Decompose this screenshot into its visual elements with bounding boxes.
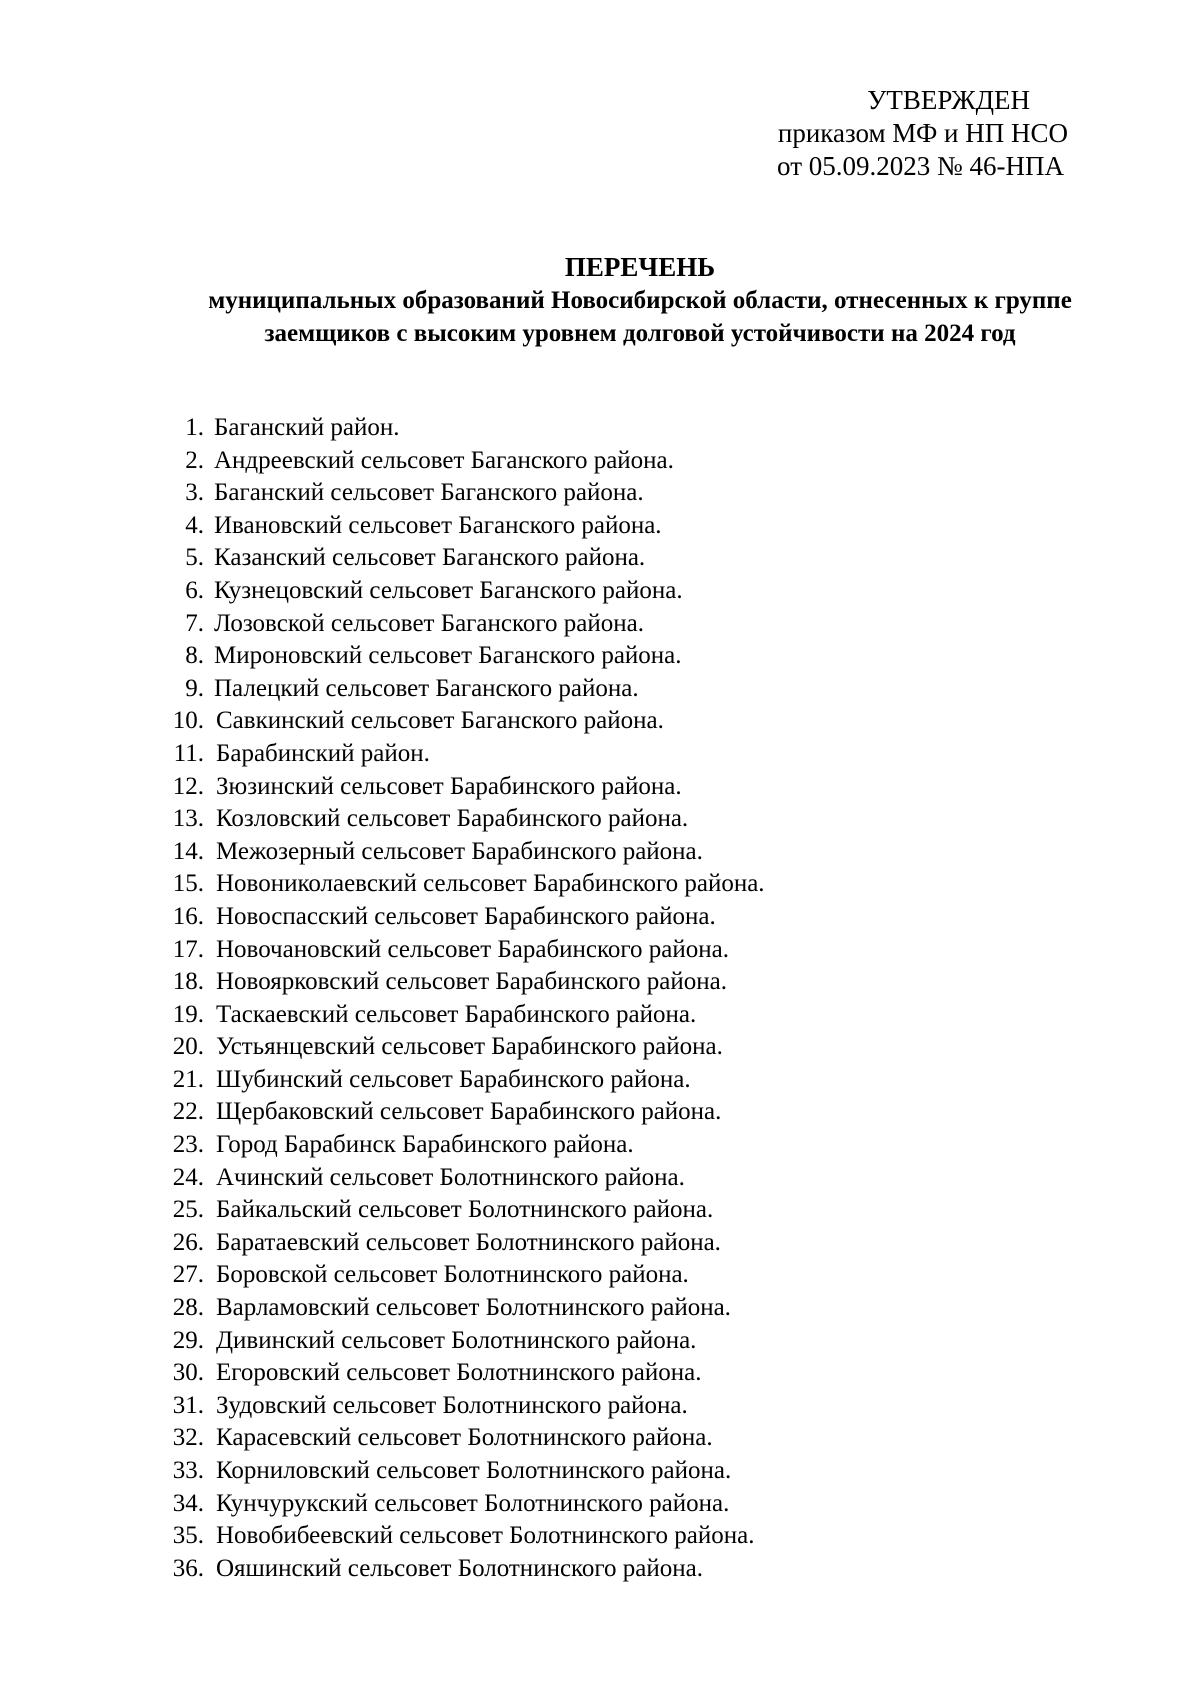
- list-item: [168, 1227, 1128, 1260]
- list-item-text: Новоярковский сельсовет Барабинского района.: [216, 968, 727, 996]
- list-item: [168, 1553, 1128, 1586]
- list-item-text: Зудовский сельсовет Болотнинского района.: [216, 1391, 688, 1419]
- list-item: [168, 771, 1128, 804]
- list-item-number: 24.: [172, 1163, 204, 1191]
- list-item: [168, 1096, 1128, 1129]
- list-item-text: Новониколаевский сельсовет Барабинского района.: [216, 870, 765, 898]
- list-item-number: 16.: [172, 902, 204, 930]
- list-item-text: Барабинский район.: [216, 739, 430, 767]
- list-item-text: Варламовский сельсовет Болотнинского района.: [216, 1294, 731, 1322]
- list-item-text: Таскаевский сельсовет Барабинского района.: [216, 1000, 697, 1028]
- list-item-text: Щербаковский сельсовет Барабинского района.: [216, 1098, 722, 1126]
- list-item-number: 7.: [185, 609, 204, 637]
- list-item-text: Кузнецовский сельсовет Баганского района.: [214, 576, 683, 604]
- list-item-text: Кунчурукский сельсовет Болотнинского района.: [216, 1489, 730, 1517]
- list-item: [168, 803, 1128, 836]
- list-item-number: 36.: [172, 1554, 204, 1582]
- list-item: [168, 705, 1128, 738]
- list-item: [168, 1031, 1128, 1064]
- approval-date-line: от 05.09.2023 № 46-НПА: [777, 151, 1064, 181]
- list-item: [168, 1325, 1128, 1358]
- list-item: [168, 738, 1128, 771]
- list-item-text: Корниловский сельсовет Болотнинского района.: [216, 1457, 732, 1484]
- list-item-text: Козловский сельсовет Барабинского района.: [216, 805, 689, 833]
- list-item-number: 10.: [172, 707, 204, 735]
- list-item-text: Палецкий сельсовет Баганского района.: [214, 674, 639, 702]
- approval-heading: УТВЕРЖДЕН: [867, 85, 1030, 115]
- list-item-number: 5.: [185, 544, 204, 572]
- list-item-number: 12.: [172, 772, 204, 800]
- list-item-number: 2.: [185, 446, 204, 474]
- list-item-text: Новобибеевский сельсовет Болотнинского района.: [216, 1522, 755, 1550]
- list-item: [168, 868, 1128, 901]
- list-item: [168, 901, 1128, 934]
- list-item-number: 20.: [172, 1033, 204, 1061]
- approval-order-line: приказом МФ и НП НСО: [777, 118, 1068, 148]
- list-item: [168, 477, 1128, 510]
- list-item: [168, 445, 1128, 478]
- list-item-text: Город Барабинск Барабинского района.: [216, 1131, 634, 1159]
- list-item: [168, 1194, 1128, 1227]
- list-item: [168, 1064, 1128, 1097]
- list-item: [168, 999, 1128, 1032]
- list-item-number: 8.: [185, 642, 204, 670]
- list-item-text: Казанский сельсовет Баганского района.: [214, 544, 646, 572]
- list-item-number: 13.: [172, 805, 204, 833]
- list-item: [168, 1259, 1128, 1292]
- list-item-text: Баганский район.: [214, 414, 400, 441]
- list-item-text: Устьянцевский сельсовет Барабинского района.: [216, 1033, 723, 1061]
- list-item-number: 17.: [172, 935, 204, 963]
- list-item-text: Ивановский сельсовет Баганского района.: [214, 511, 662, 539]
- list-item-number: 32.: [172, 1424, 204, 1452]
- list-item-text: Баганский сельсовет Баганского района.: [214, 479, 644, 507]
- list-item: [168, 966, 1128, 999]
- list-item: [168, 1129, 1128, 1162]
- document-title-block: [140, 250, 1140, 350]
- list-item: [168, 510, 1128, 543]
- list-item: [168, 1520, 1128, 1553]
- list-item: [168, 542, 1128, 575]
- list-item-number: 14.: [172, 837, 204, 865]
- list-item: [168, 575, 1128, 608]
- list-item-number: 1.: [185, 414, 204, 441]
- list-item-number: 29.: [172, 1326, 204, 1354]
- list-item-number: 22.: [172, 1098, 204, 1126]
- document-subtitle-line-2: заемщиков с высоким уровнем долговой устойчивости на 2024 год: [264, 320, 1016, 347]
- approval-stamp-block: [648, 84, 1068, 183]
- list-item-number: 6.: [185, 576, 204, 604]
- list-item-text: Шубинский сельсовет Барабинского района.: [216, 1065, 691, 1093]
- document-title: ПЕРЕЧЕНЬ: [564, 252, 716, 282]
- list-item-text: Межозерный сельсовет Барабинского района.: [216, 837, 703, 865]
- list-item-text: Егоровский сельсовет Болотнинского района.: [216, 1359, 702, 1387]
- list-item-number: 23.: [172, 1131, 204, 1159]
- list-item-text: Савкинский сельсовет Баганского района.: [216, 707, 664, 735]
- list-item-text: Новоспасский сельсовет Барабинского района.: [216, 902, 716, 930]
- list-item: [168, 1390, 1128, 1423]
- list-item-number: 19.: [172, 1000, 204, 1028]
- list-item-text: Дивинский сельсовет Болотнинского района.: [216, 1326, 697, 1354]
- list-item-number: 35.: [172, 1522, 204, 1550]
- list-item: [168, 1292, 1128, 1325]
- list-item-text: Ачинский сельсовет Болотнинского района.: [216, 1163, 685, 1191]
- list-item: [168, 608, 1128, 641]
- list-item-text: Новочановский сельсовет Барабинского района.: [216, 935, 729, 963]
- list-item-text: Карасевский сельсовет Болотнинского района.: [216, 1424, 713, 1452]
- municipality-list: [168, 412, 1128, 1585]
- list-item: [168, 934, 1128, 967]
- list-item-text: Андреевский сельсовет Баганского района.: [214, 446, 674, 474]
- list-item-number: 9.: [185, 674, 204, 702]
- list-item: [168, 1422, 1128, 1455]
- list-item-text: Лозовской сельсовет Баганского района.: [214, 609, 644, 637]
- list-item-number: 27.: [172, 1261, 204, 1289]
- list-item: [168, 1357, 1128, 1390]
- list-item-number: 26.: [172, 1228, 204, 1256]
- list-item-text: Ояшинский сельсовет Болотнинского района.: [216, 1554, 703, 1582]
- list-item-number: 21.: [172, 1065, 204, 1093]
- list-item-number: 33.: [172, 1457, 204, 1484]
- list-item-number: 11.: [173, 739, 204, 767]
- list-item: [168, 412, 1128, 445]
- list-item: [168, 836, 1128, 869]
- list-item-text: Байкальский сельсовет Болотнинского района.: [216, 1196, 714, 1224]
- list-item-number: 18.: [172, 968, 204, 996]
- list-item-number: 34.: [172, 1489, 204, 1517]
- list-item: [168, 1455, 1128, 1488]
- list-item-text: Зюзинский сельсовет Барабинского района.: [216, 772, 682, 800]
- list-item-text: Баратаевский сельсовет Болотнинского района.: [216, 1228, 721, 1256]
- list-item-text: Мироновский сельсовет Баганского района.: [214, 642, 682, 670]
- list-item: [168, 640, 1128, 673]
- list-item-number: 3.: [185, 479, 204, 507]
- list-item-text: Боровской сельсовет Болотнинского района.: [216, 1261, 689, 1289]
- list-item: [168, 1488, 1128, 1521]
- document-subtitle-line-1: муниципальных образований Новосибирской области, отнесенных к группе: [208, 287, 1072, 314]
- list-item-number: 25.: [172, 1196, 204, 1224]
- list-item-number: 4.: [185, 511, 204, 539]
- list-item-number: 28.: [172, 1294, 204, 1322]
- list-item-number: 31.: [172, 1391, 204, 1419]
- list-item-number: 15.: [172, 870, 204, 898]
- list-item: [168, 1162, 1128, 1195]
- list-item: [168, 673, 1128, 706]
- list-item-number: 30.: [172, 1359, 204, 1387]
